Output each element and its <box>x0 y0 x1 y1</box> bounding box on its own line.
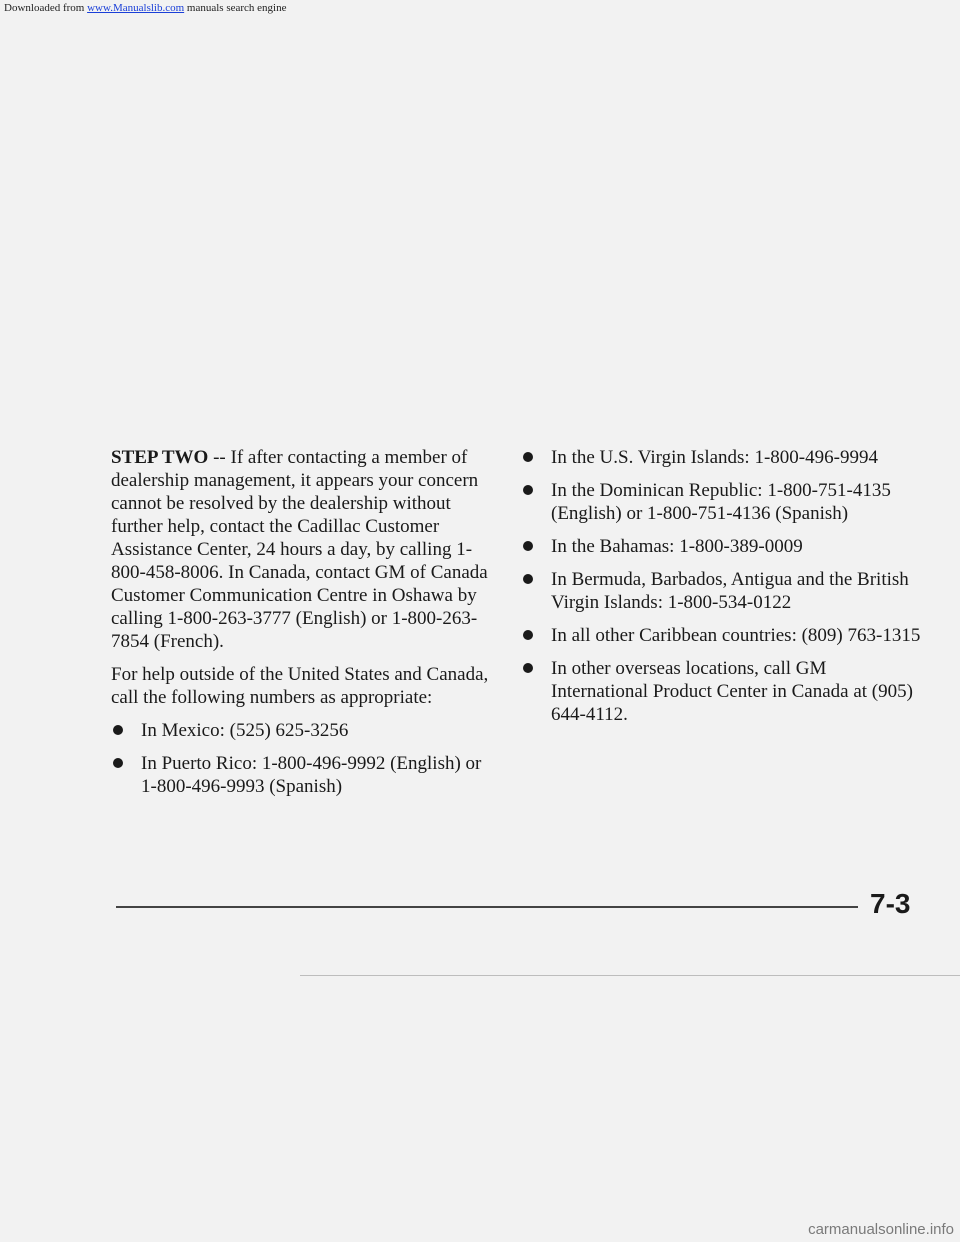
bullet-icon <box>113 725 123 735</box>
manualslib-link[interactable]: www.Manualslib.com <box>87 2 185 14</box>
banner-prefix: Downloaded from <box>4 2 85 14</box>
list-item-text: In Mexico: (525) 625-3256 <box>141 720 349 741</box>
right-bullet-list <box>521 446 921 726</box>
list-item-text: In the Bahamas: 1-800-389-0009 <box>551 536 803 557</box>
bullet-icon <box>523 630 533 640</box>
scan-line-divider <box>300 975 960 976</box>
step-two-paragraph <box>111 446 491 653</box>
list-item <box>521 446 921 469</box>
list-item <box>521 479 921 525</box>
list-item <box>111 719 491 742</box>
list-item-text: In Puerto Rico: 1-800-496-9992 (English) or 1-800-496-9993 (Spanish) <box>141 753 482 797</box>
footer-divider <box>116 906 858 908</box>
list-item-text: In the Dominican Republic: 1-800-751-4135 (English) or 1-800-751-4136 (Spanish) <box>551 480 891 524</box>
bullet-icon <box>523 485 533 495</box>
list-item-text: In the U.S. Virgin Islands: 1-800-496-9994 <box>551 447 878 468</box>
list-item-text: In all other Caribbean countries: (809) 763-1315 <box>551 625 921 646</box>
outside-help-intro: For help outside of the United States and Canada, call the following numbers as appropriate: <box>111 664 489 708</box>
step-two-label: STEP TWO <box>111 447 209 468</box>
step-two-text: -- If after contacting a member of dealership management, it appears your concern cannot be resolved by the dealership without further help, contact the Cadillac Customer Assistance Center, 24 hours a day, by calling 1-800-458-8006. In Canada, contact GM of Canada Customer Communication Centre in Oshawa by calling 1-800-263-3777 (English) or 1-800-263-7854 (French). <box>111 447 488 652</box>
list-item <box>521 568 921 614</box>
list-item-text: In Bermuda, Barbados, Antigua and the British Virgin Islands: 1-800-534-0122 <box>551 569 909 613</box>
bullet-icon <box>113 758 123 768</box>
bullet-icon <box>523 452 533 462</box>
right-column <box>521 446 921 736</box>
bullet-icon <box>523 541 533 551</box>
page-number: 7-3 <box>870 888 911 919</box>
download-banner <box>0 0 290 16</box>
list-item <box>521 624 921 647</box>
list-item-text: In other overseas locations, call GM International Product Center in Canada at (905) 644-4112. <box>551 658 913 725</box>
bullet-icon <box>523 663 533 673</box>
list-item <box>111 752 491 798</box>
left-bullet-list <box>111 719 491 798</box>
watermark: carmanualsonline.info <box>808 1221 954 1238</box>
banner-suffix: manuals search engine <box>186 2 287 14</box>
left-column <box>111 446 491 808</box>
bullet-icon <box>523 574 533 584</box>
list-item <box>521 535 921 558</box>
list-item <box>521 657 921 726</box>
